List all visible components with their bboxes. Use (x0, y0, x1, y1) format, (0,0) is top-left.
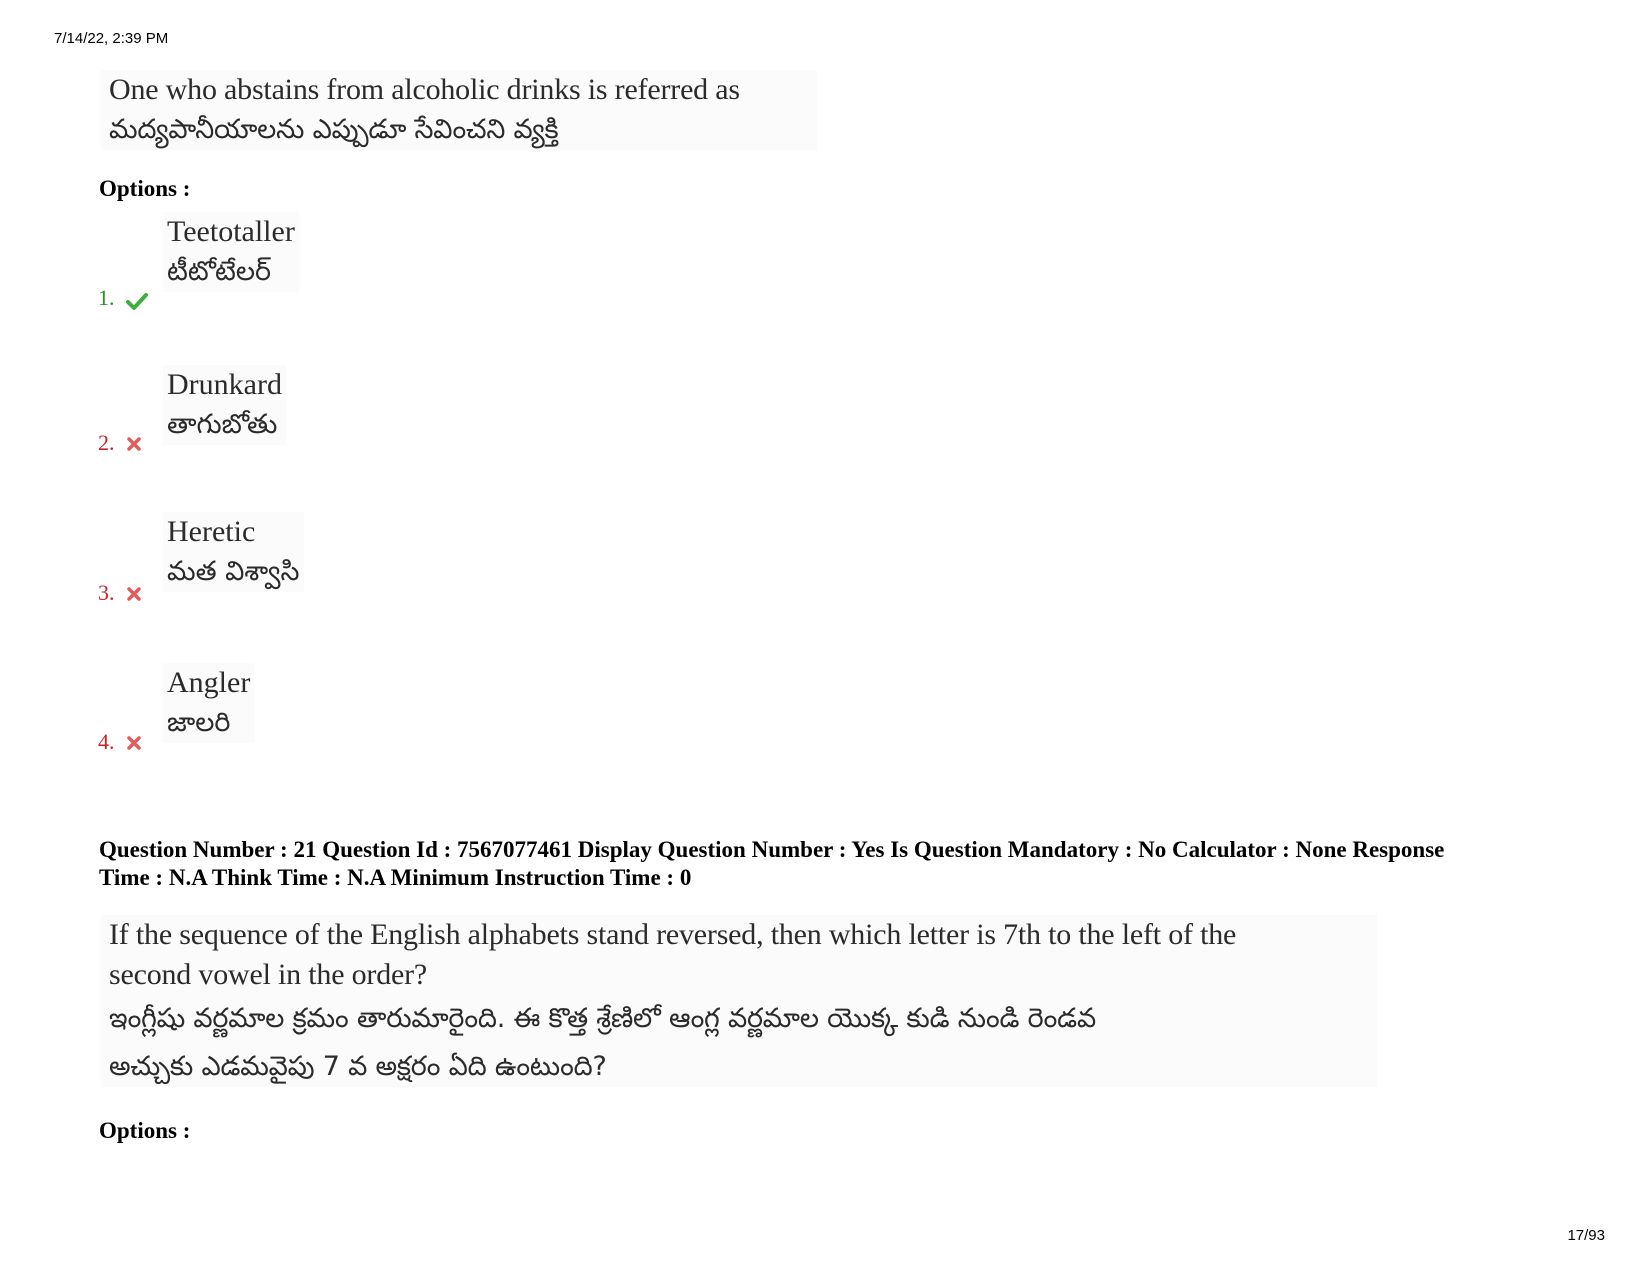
page-number: 17/93 (1567, 1227, 1605, 1244)
option-3-en: Heretic (167, 515, 256, 548)
question-text-te: మద్యపానీయాలను ఎప్పుడూ సేవించని వ్యక్తి (109, 114, 559, 145)
question-metadata (99, 836, 1579, 892)
option-4-te: జాలరి (167, 707, 231, 738)
option-2-en: Drunkard (167, 368, 282, 401)
option-3-te: మత విశ్వాసి (167, 556, 300, 587)
question-text-block (101, 70, 817, 150)
question-text-en: One who abstains from alcoholic drinks is referred as (109, 73, 740, 106)
cross-icon (126, 436, 142, 452)
question-text-en-line-1: If the sequence of the English alphabets stand reversed, then which letter is 7th to the left of the (109, 918, 1237, 951)
option-1-text (163, 212, 299, 292)
question-text-en-line-2: second vowel in the order? (109, 958, 428, 991)
option-4-text (163, 663, 254, 743)
options-label: Options : (99, 1118, 191, 1143)
option-3-text (163, 512, 304, 592)
cross-icon (126, 735, 142, 751)
question-text-te-line-1: ఇంగ్లీషు వర్ణమాల క్రమం తారుమారైంది. ఈ కొత్త శ్రేణిలో ఆంగ్ల వర్ణమాల యొక్క కుడి నుండి రెండవ (109, 1003, 1096, 1034)
option-1-number: 1. (98, 285, 115, 310)
option-4-number: 4. (98, 729, 115, 754)
question-metadata-line-2: Time : N.A Think Time : N.A Minimum Instruction Time : 0 (99, 865, 692, 890)
print-datetime: 7/14/22, 2:39 PM (54, 30, 169, 47)
option-2-text (163, 365, 286, 445)
option-4-en: Angler (167, 666, 251, 699)
question-metadata-line-1: Question Number : 21 Question Id : 7567077461 Display Question Number : Yes Is Question Mandatory : No Calculator : None Response (99, 837, 1445, 862)
question-text-te-line-2: అచ్చుకు ఎడమవైపు 7 వ అక్షరం ఏది ఉంటుంది? (109, 1051, 607, 1082)
option-2-number: 2. (98, 430, 115, 455)
question-text-block (101, 915, 1377, 1087)
cross-icon (126, 586, 142, 602)
option-2-te: తాగుబోతు (167, 409, 278, 440)
option-3-number: 3. (98, 580, 115, 605)
option-1-en: Teetotaller (167, 215, 295, 248)
option-1-te: టీటోటేలర్ (167, 256, 272, 287)
check-icon (126, 292, 148, 310)
options-label: Options : (99, 176, 191, 201)
